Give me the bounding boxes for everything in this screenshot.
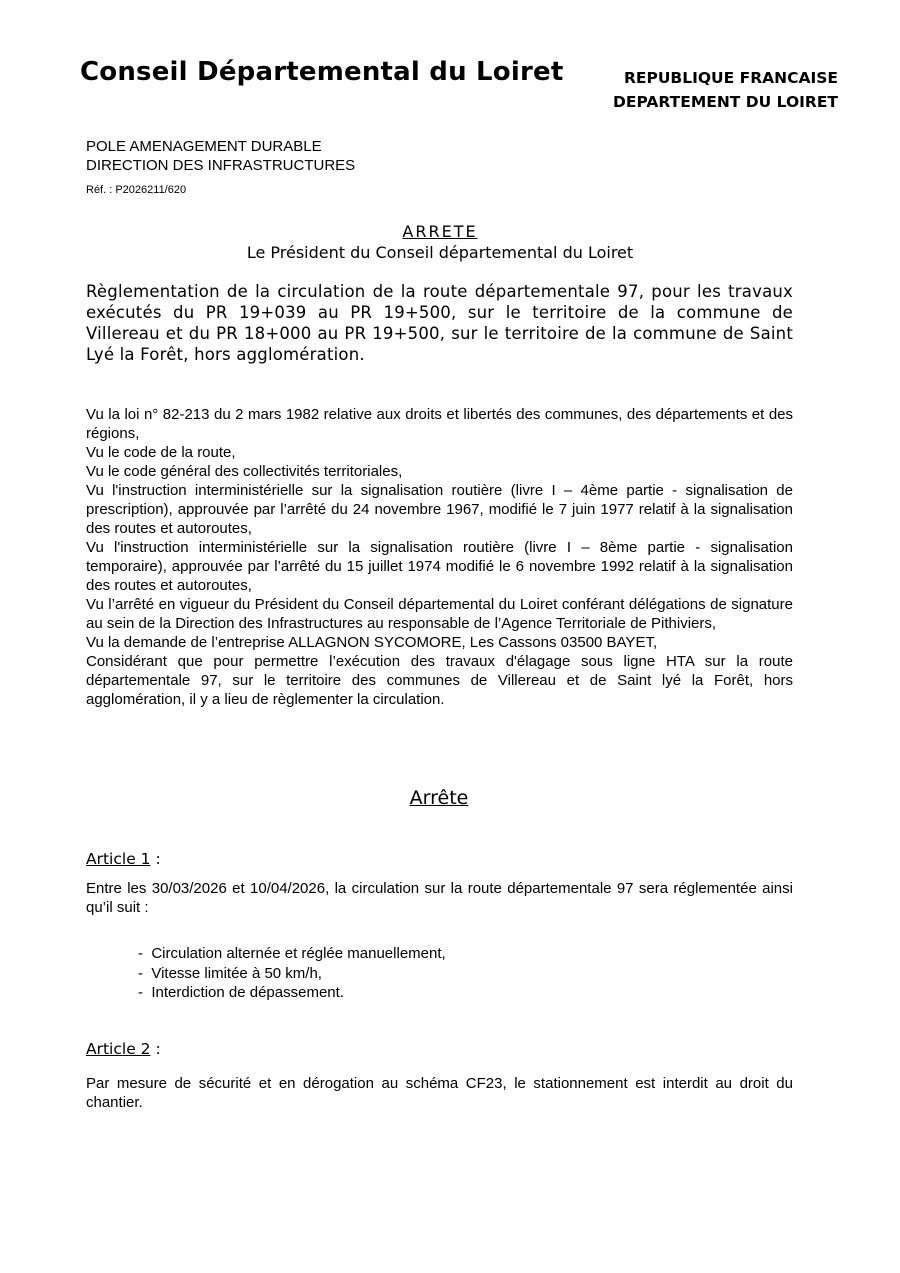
reference-number: Réf. : P2026211/620 (86, 184, 187, 196)
pole-name: POLE AMENAGEMENT DURABLE (86, 138, 322, 155)
article-1-suffix: : (150, 850, 161, 868)
article-2-suffix: : (150, 1040, 161, 1058)
article-2-label: Article 2 (86, 1040, 151, 1058)
arrete-heading (0, 221, 880, 263)
article-1-text: Entre les 30/03/2026 et 10/04/2026, la circulation sur la route départementale 97 sera réglementée ainsi qu’il suit : (86, 880, 793, 916)
visa-item: Vu le code de la route, (86, 444, 236, 461)
org-title: Conseil Départemental du Loiret (80, 57, 564, 87)
authority-line: Le Président du Conseil départemental du Loiret (246, 243, 634, 262)
arrete-subject: Règlementation de la circulation de la route départementale 97, pour les travaux exécutés du PR 19+039 au PR 19+500, sur le territoire de la commune de Villereau et du PR 18+000 au PR 19+500, sur le territoire de la commune de Saint Lyé la Forêt, hors agglomération. (86, 282, 793, 364)
visa-item: Vu l'instruction interministérielle sur la signalisation routière (livre I – 4ème partie - signalisation de prescription), approuvée par l’arrêté du 24 novembre 1967, modifié le 7 juin 1977 relatif à la signalisation des routes et autoroutes, (86, 482, 793, 537)
list-item: - Vitesse limitée à 50 km/h, (138, 964, 446, 984)
visa-item: Considérant que pour permettre l’exécution des travaux d'élagage sous ligne HTA sur la route départementale 97, sur le territoire des communes de Villereau et de Saint lyé la Forêt, hors agglomération, il y a lieu de règlementer la circulation. (86, 653, 793, 708)
visa-item: Vu la loi n° 82-213 du 2 mars 1982 relative aux droits et libertés des communes, des départements et des régions, (86, 406, 793, 442)
visas-section (86, 405, 793, 709)
article-2-title (86, 1040, 161, 1058)
visa-item: Vu la demande de l’entreprise ALLAGNON SYCOMORE, Les Cassons 03500 BAYET, (86, 634, 658, 651)
visa-item: Vu l'instruction interministérielle sur la signalisation routière (livre I – 8ème partie - signalisation temporaire), approuvée par l’arrêté du 15 juillet 1974 modifié le 6 novembre 1992 relatif à la signalisation des routes et autoroutes, (86, 539, 793, 594)
department-line: DEPARTEMENT DU LOIRET (613, 93, 838, 111)
visa-item: Vu l’arrêté en vigueur du Président du Conseil départemental du Loiret conférant délégations de signature au sein de la Direction des Infrastructures au responsable de l’Agence Territoriale de Pithiviers, (86, 596, 793, 632)
service-block (86, 137, 355, 175)
article-1-measures (138, 944, 446, 1003)
article-2-text: Par mesure de sécurité et en dérogation au schéma CF23, le stationnement est interdit au droit du chantier. (86, 1075, 793, 1111)
arrete-title: ARRETE (402, 222, 478, 241)
direction-name: DIRECTION DES INFRASTRUCTURES (86, 157, 356, 174)
republic-block (613, 66, 838, 114)
republic-line: REPUBLIQUE FRANCAISE (623, 69, 838, 87)
visa-item: Vu le code général des collectivités territoriales, (86, 463, 403, 480)
article-1-title (86, 850, 161, 868)
list-item: - Interdiction de dépassement. (138, 983, 446, 1003)
article-1-label: Article 1 (86, 850, 151, 868)
decision-heading: Arrête (409, 787, 469, 809)
list-item: - Circulation alternée et réglée manuellement, (138, 944, 446, 964)
